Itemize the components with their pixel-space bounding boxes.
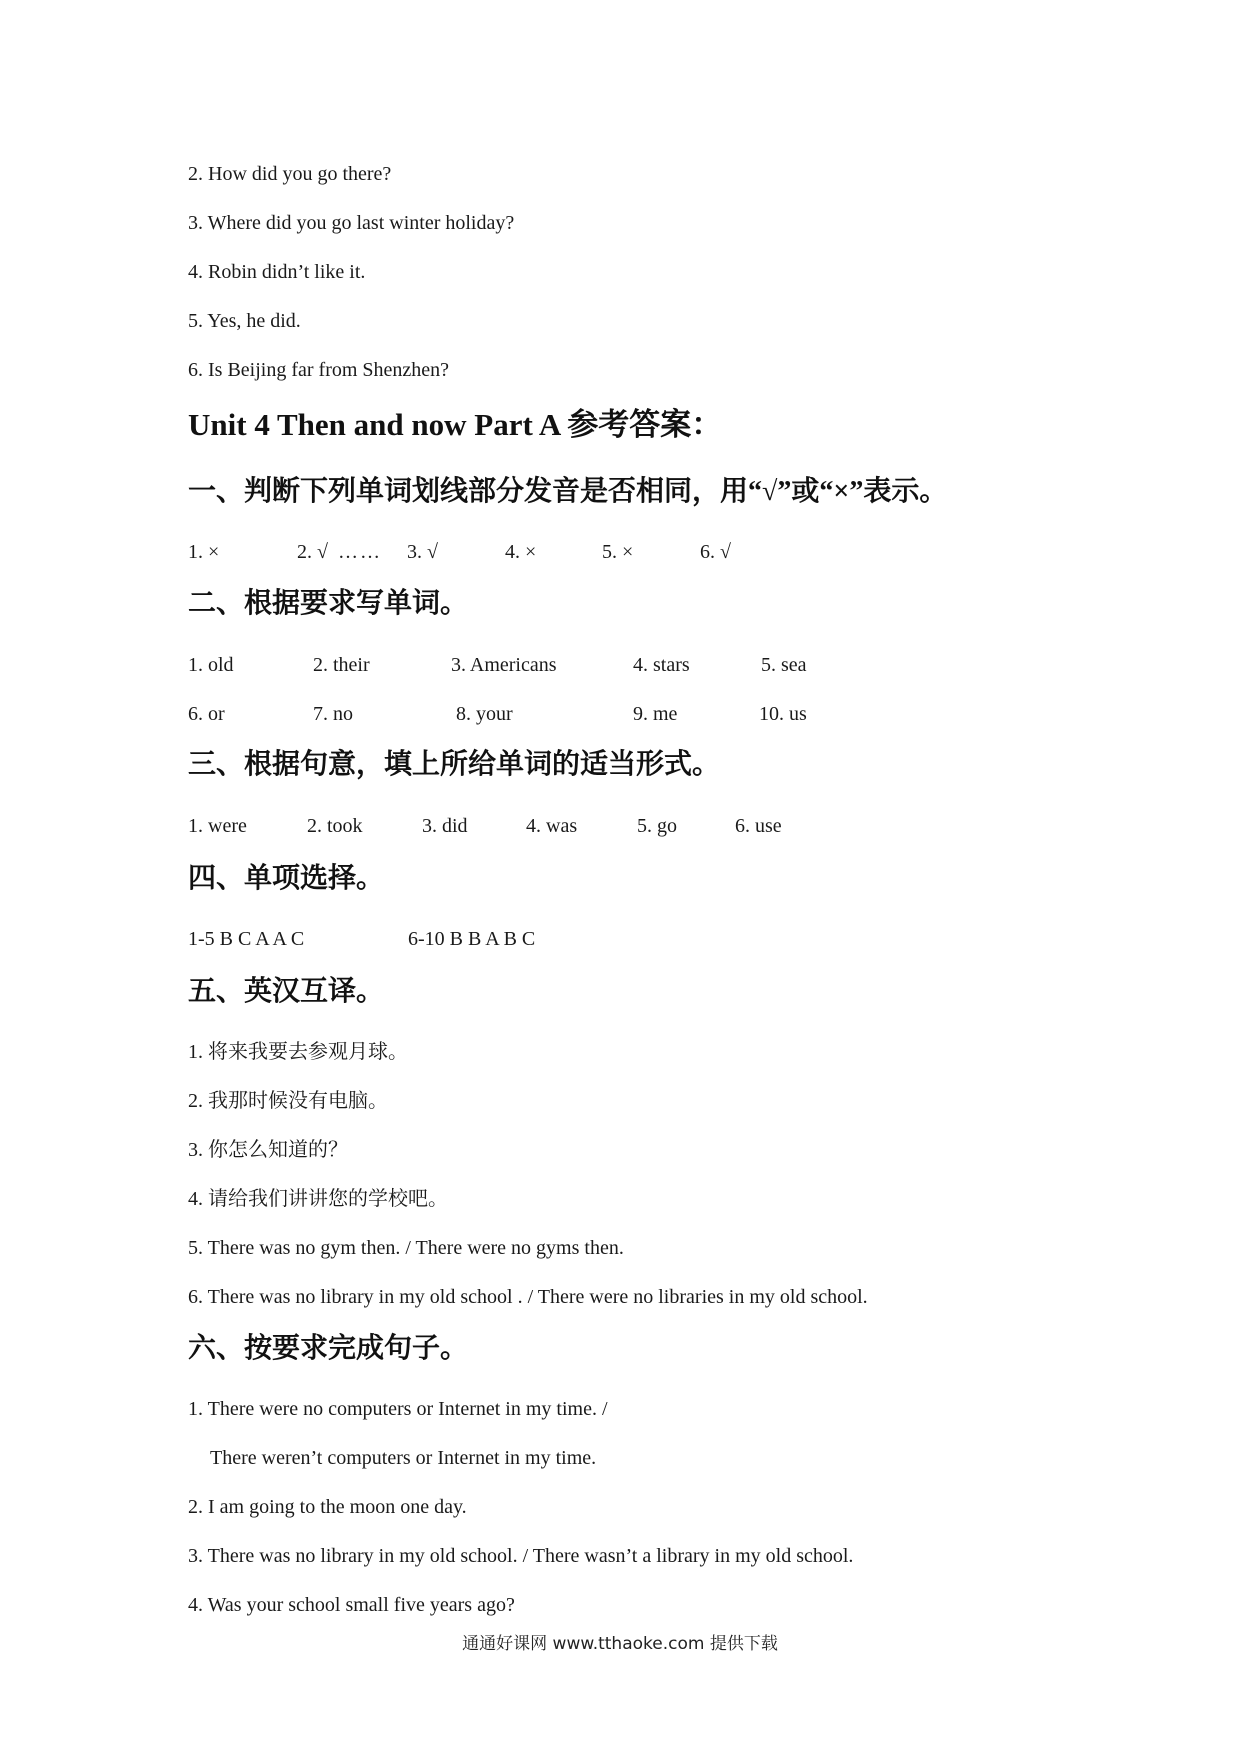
list-item: 6. There was no library in my old school . / There were no libraries in my old school. [188,1286,868,1308]
answer-item: 10. us [759,703,807,725]
section-heading-3: 三、根据句意，填上所给单词的适当形式。 [188,749,721,780]
answer-item: 6. or [188,703,225,725]
list-item: 3. 你怎么知道的？ [188,1139,348,1161]
list-item: 2. 我那时候没有电脑。 [188,1090,388,1112]
answer-item: 7. no [313,703,353,725]
answer-item: 3. did [422,815,468,837]
answer-item: 1. × [188,541,220,563]
answer-item: 3. Americans [451,654,557,676]
answer-item: 5. go [637,815,677,837]
page-title: Unit 4 Then and now Part A 参考答案： [188,407,723,442]
list-item: 3. Where did you go last winter holiday? [188,212,515,234]
answer-item: 3. √ [407,541,438,563]
answer-item: 6. √ [700,541,731,563]
answer-item: 9. me [633,703,678,725]
list-item: 5. There was no gym then. / There were no gyms then. [188,1237,624,1259]
answer-item: 4. was [526,815,578,837]
section-heading-1: 一、判断下列单词划线部分发音是否相同，用“√”或“×”表示。 [188,476,948,507]
answer-item: 4. stars [633,654,690,676]
list-item: 4. Robin didn’t like it. [188,261,366,283]
section-heading-6: 六、按要求完成句子。 [188,1333,469,1364]
list-item: 1. There were no computers or Internet in my time. / [188,1398,608,1420]
answer-item: 1-5 B C A A C [188,928,305,950]
answer-item: 6. use [735,815,782,837]
answer-item: 1. old [188,654,234,676]
list-item-continuation: There weren’t computers or Internet in my time. [210,1447,597,1469]
list-item: 5. Yes, he did. [188,310,301,332]
answer-item: 6-10 B B A B C [408,928,536,950]
answer-item: 5. sea [761,654,807,676]
answer-item: 4. × [505,541,537,563]
dotted-leader: …… [338,541,382,563]
answer-item: 5. × [602,541,634,563]
answer-item: 2. their [313,654,370,676]
answer-item: 8. your [456,703,513,725]
section-heading-4: 四、单项选择。 [188,863,385,894]
answer-item: 2. took [307,815,363,837]
answer-item: 1. were [188,815,247,837]
list-item: 4. 请给我们讲讲您的学校吧。 [188,1188,448,1210]
list-item: 6. Is Beijing far from Shenzhen? [188,359,450,381]
list-item: 3. There was no library in my old school. / There wasn’t a library in my old school. [188,1545,854,1567]
section-heading-2: 二、根据要求写单词。 [188,588,469,619]
answer-item: 2. √ [297,541,328,563]
page-footer: 通通好课网 www.tthaoke.com 提供下载 [462,1634,778,1654]
section-heading-5: 五、英汉互译。 [188,976,385,1007]
list-item: 2. I am going to the moon one day. [188,1496,467,1518]
list-item: 2. How did you go there? [188,163,392,185]
list-item: 4. Was your school small five years ago? [188,1594,515,1616]
list-item: 1. 将来我要去参观月球。 [188,1041,408,1063]
